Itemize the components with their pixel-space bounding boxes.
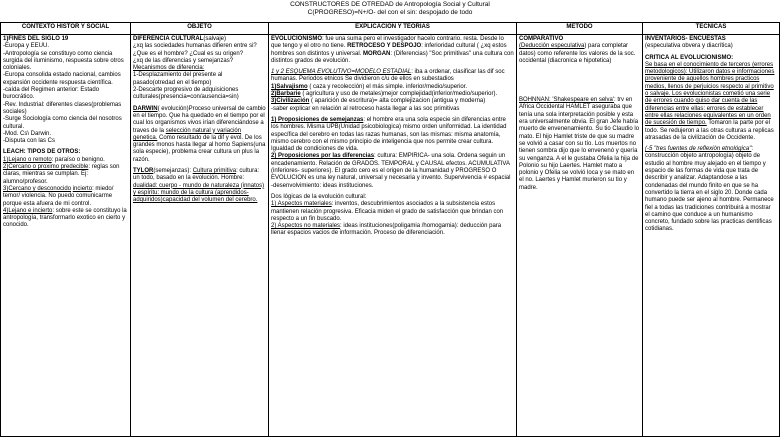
leach-item-4 <box>3 208 128 230</box>
civilizacion-text: ( aparición de escritura)= alta complejizacion (antigua y moderna) <box>311 98 486 105</box>
inventarios-heading: INVENTARIOS- ENCUESTAS <box>645 36 726 42</box>
tylor-text-a: (semejanzas): <box>153 168 192 175</box>
civilizacion-head: 3)Civilización <box>271 98 310 105</box>
header-contexto: CONTEXTO HISTOR Y SOCIAL <box>1 23 131 35</box>
title-line-1: CONSTRUCTORES DE OTREDAD de Antropología Social y Cultural <box>290 1 490 8</box>
contexto-line: -caída del Regimen anterior: Estado burocrático. <box>3 87 100 101</box>
contexto-line: -Mod. Cs\ Darwin. <box>3 130 52 137</box>
materiales-head: 1) Aspectos materiales <box>271 201 332 208</box>
cell-contexto <box>1 35 131 437</box>
leach-heading: LEACH: TIPOS DE OTROS: <box>3 149 81 156</box>
mecanismo-item: 2-Descarte progresivo de adquisiciones culturales(presencia=con/ausencia=sin) <box>133 87 239 101</box>
tylor-link-1: Cultura primitiva <box>192 168 237 175</box>
leach-item-1-head: 1)Lejano o remoto <box>3 156 52 163</box>
metodo-text: ) para completar datos) como referente los valores de la soc. occidental (diacronica e hipotetica) <box>519 43 636 64</box>
bohannan-paragraph <box>519 97 640 192</box>
header-tecnicas: TECNICAS <box>643 23 780 35</box>
tylor-paragraph <box>133 168 266 204</box>
tylor-text-b: : cultura: un todo, basado en la evolución. Hombre: <box>133 168 260 182</box>
contexto-line: -Disputa con las Cs <box>3 138 56 145</box>
contexto-line: -Europa y EEUU. <box>3 43 50 50</box>
cell-explicacion <box>269 35 517 437</box>
header-objeto: OBJETO <box>131 23 269 35</box>
leach-item-1-text: : paraíso o benigno. <box>51 156 105 163</box>
retroceso-head: RETROCESO Y DESPOJO <box>347 43 422 50</box>
darwin-heading: DARWIN <box>133 105 158 112</box>
civilizacion-tail: -saber explicar en relación al retroceso hasta llegar a las soc primitivas <box>271 105 460 112</box>
logicas-heading: Dos lógicas de la evolución cultural: <box>271 193 367 200</box>
evolucionismo-text: : fue una suma pero el investigador hacelo contrario. resta. Desde lo que tengo y el otro no tiene. <box>271 36 504 50</box>
semejanzas-text: : el hombre era una sola especie sin diferencias entre los hombres. Misma UPB(Unidad psicobiologica) mismo orden uniformidad. La identidad específica del cerebro en todas las razas humanas, son las mismas: misma anatomía, mismo cerebro con el mismo principio de inteligencia que nos permite crear cultura. Igualdad de condiciones de vida. <box>271 116 507 153</box>
esquema-text: : iba a ordenar, clasificar las dif soc humanas. Periodos etnicos Se dividieron c/u de ellos en subestadios <box>271 69 505 83</box>
materiales-text: : inventos, descubrimientos asociados a la subsistencia estos mantienen relación progresiva. Eficacia miden el grado de satisfacción que brindan con respecto a un fin buscado. <box>271 201 504 222</box>
esquema-head: 1 y 2 ESQUEMA EVOLUTIVO=MODELO ESTADIAL <box>271 69 412 76</box>
darwin-paragraph <box>133 106 266 164</box>
darwin-text-b: Como resultado de la dif y evol. De los grandes monos hasta llegar al homo Sapiens(una sola especie), problema crear cultura un plus la razón. <box>133 134 266 163</box>
header-explicacion: EXPLICACION Y TEORIAS <box>269 23 517 35</box>
bohannan-text: : trv en Africa Occidental HAMLET aseguraba que tenía una sola interpretación posible y esta era universalmente obvia. El gran Jefe había muerto de envenenamiento. Su tio Claudio lo mato. El hijo Hamlet triste de que su madre se volvió a casar con su tío. Los muertos no tienen sombra dijo que lo envenenó y quería su venganza. A el le gustaba Ofelia la hija de Polonio su hijo Laertes. Hamlet mato a polonio y Ofelia se volvió loca y se mato en el no. Laertes y Hamlet murieron su tio y madre. <box>519 97 640 191</box>
bohannan-head: BOHNNAN: 'Shakespeare en selva' <box>519 97 615 104</box>
tylor-link-2: dualidad: cuerpo - mundo de naturaleza (innatos) y espíritu: mundo de la cultura (aprendidos-adquiridos)capacidad del volumen del cerebro. <box>133 182 265 204</box>
morgan-head: MORGAN <box>363 50 391 57</box>
logica-materiales <box>271 201 514 223</box>
inventarios-text: (especulativa obvera y diacrítica) <box>645 43 733 50</box>
critica-text: Tomaron la parte por el todo. Se redujeron a las otras culturas a replicas atrasadas de la civilización de Occidente. <box>645 120 774 141</box>
leach-item-4-head: 4)Lejano e incierto <box>3 207 53 214</box>
cell-tecnicas <box>643 35 780 437</box>
contexto-line: -Antropología se constituyo como ciencia surgida del iluminismo, respuesta sobre otros coloniales. <box>3 50 124 72</box>
contexto-line: -Surge Sociología como ciencia del nosotros cultural. <box>3 116 122 130</box>
salvajismo-text: ( caza y recolección) el más simple. inferior/medio/superior. <box>309 83 468 90</box>
leach-item-3-mid: incierto <box>72 185 93 192</box>
contexto-line: -Europa consolida estado nacional, cambios expansión occidente respuesta científica. <box>3 72 121 86</box>
critica-heading: CRITICA AL EVOLUCIONISMO: <box>645 54 734 61</box>
leach-item-4-text: : sobre este se constituyo la antropología, transformarlo exotico en cierto y conocido. <box>3 207 127 229</box>
no-materiales-text: : ideas instituciones(poligamia /homogamia): deducción para llenar espacios vacios de información. Proceso de diferenciación. <box>271 223 502 237</box>
leach-item-2 <box>3 164 128 186</box>
cell-metodo <box>517 35 643 437</box>
leach-item-3-text: : miedo/ temor/ violencia. No puedo comunicarme porque esta afuera de mi control. <box>3 185 114 207</box>
critica-paragraph <box>645 62 777 142</box>
darwin-text-a: ( evolución)Proceso universal de cambio en el tiempo. Que ha quedado en el tiempo por el cual los organismos vivos irían diferenciándose a traves de la <box>133 105 266 134</box>
mecanismo-item: 1-Desplazamiento del presente al pasado(otredad en el tiempo) <box>133 72 223 86</box>
cell-objeto <box>131 35 269 437</box>
logica-no-materiales <box>271 223 514 238</box>
objeto-heading-main: DIFERENCIA CULTURAL <box>133 36 204 42</box>
document-title <box>0 0 780 16</box>
diferencias-head: 2) Proposiciones por las diferencias <box>271 153 375 160</box>
objeto-line: ¿xq de las diferencias y semejanzas? <box>133 57 234 64</box>
objeto-line: ¿xq las sociedades humanas difieren entre si? ¿Que es el hombre? ¿Cual es su origen? <box>133 43 257 57</box>
evolucionismo-head: EVOLUCIONISMO <box>271 36 323 42</box>
retroceso-text: : inferioridad cultural ( ¿xq estos hombres son distintos y universal. <box>271 43 507 57</box>
semejanzas-head: 1) Proposiciones de semejanzas <box>271 116 364 123</box>
objeto-heading-suffix: (salvaje) <box>203 36 227 42</box>
reflexion-text: : construcción objeto antropología) objeto de estudio al hombre muy alejado en el tiempo y espacio de las formas de vida que trata de describir y analizar. Adaptandose a las condenadas del mundo finito en que se ha convertido la tierra en el siglo 20. Donde cada humano puede ser ajeno al hombre. Permanece fiel a todas las tradiciones contribuirá a mostrar el camino que conduce a un humanismo concreto, fundado sobre las practicas dentificas cotidianas. <box>645 146 774 233</box>
morgan-text: : (Diferencias) "Soc primitivas" una cultura con distintos grados de evolución. <box>271 50 514 64</box>
title-line-2: C(PROGRESO)=N+/O- del con el sin: despojado de todo <box>307 8 473 16</box>
mecanismos-heading: Mecanismos de diferencia: <box>133 65 205 72</box>
leach-item-3 <box>3 186 128 208</box>
barbarie-text: ( agricultura y uso de metales)mejor complejidad(inferior/medio/superior). <box>302 91 498 98</box>
tylor-heading: TYLOR <box>133 168 154 175</box>
content-row <box>1 35 780 437</box>
leach-item-1 <box>3 157 128 164</box>
proposicion-semejanzas <box>271 117 514 153</box>
metodo-heading: COMPARATIVO <box>519 36 564 42</box>
contexto-heading: 1)FINES DEL SIGLO 19 <box>3 36 69 42</box>
estadio-barbarie <box>271 91 514 98</box>
diferencias-text: : cultura: EMPIRICA- una sola. Ordena seguin un encadenamiento. Relación de GRADOS. TEMPORAL y CAUSAL efectos. ACUMULATIVA (inferiores- superiores). El grado cero es el origen de la humanidad y PROGRESO O EVOLUCION es una ley natural, universal y necesaria y invento. Supervivencia # espacial -desenvolvimiento: ideas instituciones. <box>271 153 511 189</box>
metodo-paragraph <box>519 43 640 65</box>
esquema-paragraph <box>271 69 514 84</box>
summary-table <box>0 22 780 437</box>
no-materiales-head: 2) Aspectos no materiales <box>271 223 341 230</box>
metodo-link: (Deducción especulativa <box>519 43 585 50</box>
salvajismo-head: 1)Salvajismo <box>271 83 308 90</box>
contexto-line: -Rev. Industrial: diferentes clases(problemas sociales) <box>3 101 122 115</box>
reflexion-paragraph <box>645 146 777 234</box>
proposicion-diferencias <box>271 153 514 189</box>
leach-item-3-head: 3)Cercano y desconocido <box>3 185 72 192</box>
reflexion-head: (-5 "tres fuentes de reflexión etnológica" <box>645 146 752 153</box>
leach-item-2-head: 2)Cercano o proximo predecible <box>3 164 89 171</box>
objeto-heading <box>133 36 266 43</box>
estadio-salvajismo <box>271 84 514 91</box>
barbarie-head: 2)Barbarie <box>271 91 301 98</box>
header-metodo: METODO <box>517 23 643 35</box>
critica-link: Se basa en el conocimiento de terceros (errores metodologicos): Utilizaron datos e informaciones proveniente de aquellos hombres practicos medios, llenos de perjuicios respecto al primitivo o salvaje. Los evolucionistas cometió una serie de errores cuando quiso dar cuenta de las diferencias entre ellas: errores de establecer entre ellas relaciones equivalentes en un orden de sucesión de tiempo. <box>645 61 775 127</box>
evolucionismo-paragraph <box>271 36 514 65</box>
estadio-civilizacion <box>271 98 514 105</box>
darwin-link: selección natural y variación genetica. <box>133 127 242 141</box>
header-row <box>1 23 780 35</box>
leach-item-2-text: : reglas son claras, mientras se cumplan. Ej: alumno/profesor. <box>3 164 120 185</box>
